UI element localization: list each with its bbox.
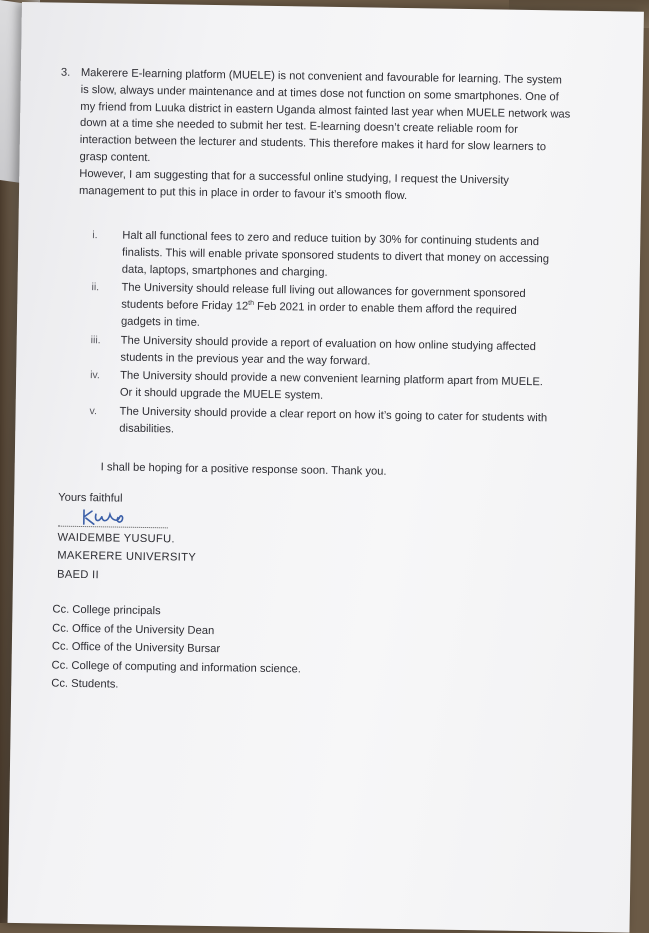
list-item-text: The University should provide a new convenient learning platform apart from MUELE. Or it should upgrade the MUELE system.	[119, 369, 544, 402]
signature-block	[57, 489, 197, 586]
signer-program: BAED II	[56, 568, 99, 581]
cc-item: Cc. College principals	[52, 603, 161, 618]
list-numeral: iv.	[90, 369, 100, 382]
signer-name: WAIDEMBE YUSUFU.	[57, 531, 175, 545]
cc-item: Cc. Students.	[51, 677, 119, 691]
handwritten-signature	[80, 505, 130, 528]
cc-item: Cc. College of computing and information science.	[51, 659, 302, 676]
list-numeral: v.	[89, 405, 98, 418]
list-item-text: Halt all functional fees to zero and reduce tuition by 30% for continuing students and finalists. This will enable private sponsored students to divert that money on accessing data, laptops, smartphones and charging.	[121, 229, 550, 279]
request-list	[73, 227, 556, 446]
suggestion-text: However, I am suggesting that for a successful online studying, I request the University management to put this in place in order to favour it’s smooth flow.	[78, 167, 510, 202]
list-item	[73, 403, 553, 444]
complaint-text: Makerere E-learning platform (MUELE) is not convenient and favourable for learning. The system is slow, always under maintenance and at times dose not function on some smartphones. One of my friend from Luuka district in eastern Uganda almost fainted last year when MUELE network was down at a time she needed to submit her test. E-learning doesn’t create reliable room for interaction between the lecturer and students. This therefore makes it hard for slow learners to grasp content.	[79, 66, 571, 165]
letter-page	[8, 2, 644, 933]
list-item-text: The University should provide a clear report on how it’s going to cater for students with disabilities.	[119, 405, 548, 436]
cc-list	[51, 601, 302, 698]
list-numeral: iii.	[90, 333, 101, 347]
item-number: 3.	[60, 66, 71, 79]
list-numeral: ii.	[91, 281, 100, 294]
signer-institution: MAKERERE UNIVERSITY	[57, 549, 197, 564]
list-item	[74, 367, 554, 408]
complaint-paragraph	[59, 65, 571, 207]
list-item	[75, 279, 556, 337]
list-item	[74, 332, 554, 373]
list-item	[76, 227, 557, 285]
list-numeral: i.	[92, 229, 98, 242]
list-item-text: The University should release full living out allowances for government sponsored students before Friday 12th Feb 2021 in order to enable them afford the required gadgets in time.	[120, 281, 526, 329]
cc-item: Cc. Office of the University Bursar	[51, 640, 221, 656]
signature-line	[58, 507, 168, 528]
list-item-text: The University should provide a report of evaluation on how online studying affected students in the previous year and the way forward.	[120, 334, 536, 368]
cc-item: Cc. Office of the University Dean	[52, 622, 215, 637]
signoff: Yours faithful	[58, 491, 123, 505]
closing-line: I shall be hoping for a positive response soon. Thank you.	[100, 461, 387, 478]
